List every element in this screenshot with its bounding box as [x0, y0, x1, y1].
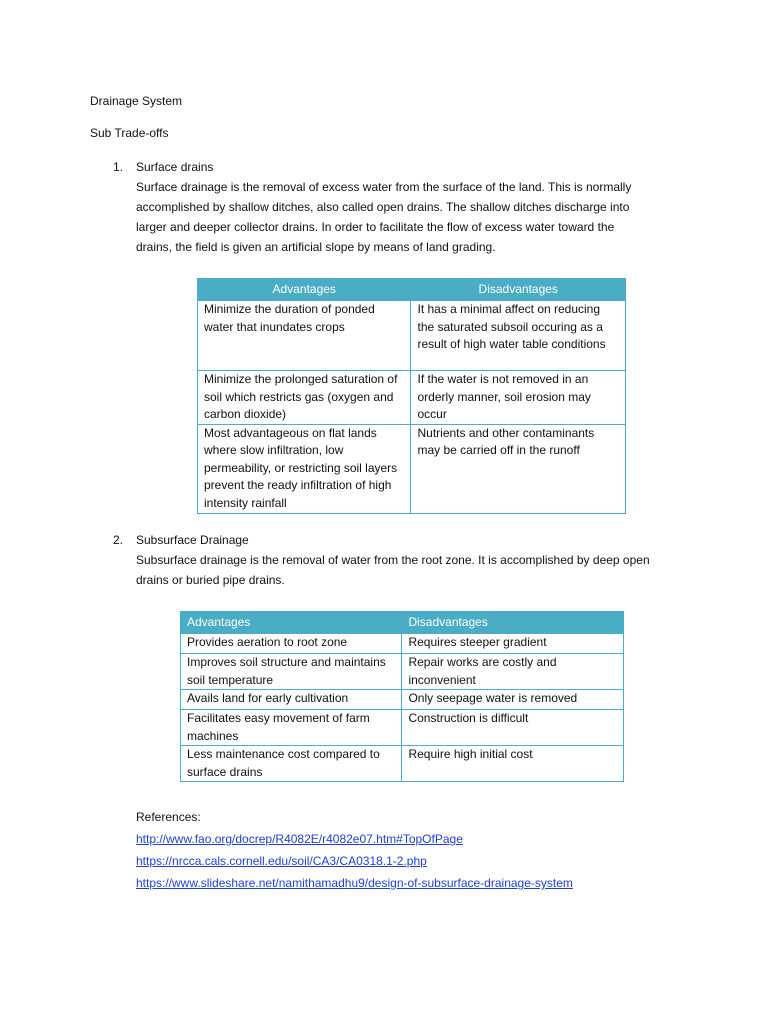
section-heading-text: Surface drains	[136, 160, 214, 174]
table-cell: Improves soil structure and maintains soil temperature	[181, 654, 402, 690]
column-header-disadvantages: Disadvantages	[402, 612, 624, 634]
section-surface-drains	[113, 157, 653, 257]
table-cell: Facilitates easy movement of farm machines	[181, 710, 402, 746]
table-cell: Avails land for early cultivation	[181, 690, 402, 710]
reference-link-cornell[interactable]: https://nrcca.cals.cornell.edu/soil/CA3/CA0318.1-2.php	[136, 854, 427, 868]
table-cell: Requires steeper gradient	[402, 634, 624, 654]
table-cell: Nutrients and other contaminants may be carried off in the runoff	[411, 424, 626, 513]
table-row	[181, 634, 624, 654]
column-header-advantages: Advantages	[198, 279, 411, 301]
table-cell: Less maintenance cost compared to surface drains	[181, 746, 402, 782]
references	[136, 806, 573, 894]
table-row	[181, 654, 624, 690]
table-cell: Minimize the prolonged saturation of soil which restricts gas (oxygen and carbon dioxide)	[198, 371, 411, 425]
table-cell: Require high initial cost	[402, 746, 624, 782]
table-cell: Provides aeration to root zone	[181, 634, 402, 654]
table-row	[181, 710, 624, 746]
table-row	[198, 371, 626, 425]
section-body: Surface drainage is the removal of excess water from the surface of the land. This is normally accomplished by shallow ditches, also called open drains. The shallow ditches discharge into larger and deeper collector drains. In order to facilitate the flow of excess water toward the drains, the field is given an artificial slope by means of land grading.	[136, 180, 632, 254]
section-number: 1.	[113, 160, 124, 174]
references-heading: References:	[136, 810, 201, 824]
reference-link-slideshare[interactable]: https://www.slideshare.net/namithamadhu9/design-of-subsurface-drainage-system	[136, 876, 573, 890]
section-heading	[113, 157, 653, 177]
column-header-disadvantages: Disadvantages	[411, 279, 626, 301]
table-cell: It has a minimal affect on reducing the saturated subsoil occuring as a result of high water table conditions	[411, 301, 626, 371]
subsurface-drainage-table	[180, 611, 624, 782]
reference-link-fao[interactable]: http://www.fao.org/docrep/R4082E/r4082e07.htm#TopOfPage	[136, 832, 463, 846]
table-row	[181, 746, 624, 782]
table-cell: Only seepage water is removed	[402, 690, 624, 710]
table-cell: Most advantageous on flat lands where slow infiltration, low permeability, or restricting soil layers prevent the ready infiltration of high intensity rainfall	[198, 424, 411, 513]
column-header-advantages: Advantages	[181, 612, 402, 634]
section-subsurface-drainage	[113, 530, 653, 590]
document-title: Drainage System	[90, 94, 183, 108]
document-subtitle: Sub Trade-offs	[90, 126, 169, 140]
table-header-row	[181, 612, 624, 634]
table-cell: Minimize the duration of ponded water that inundates crops	[198, 301, 411, 371]
section-body: Subsurface drainage is the removal of water from the root zone. It is accomplished by deep open drains or buried pipe drains.	[136, 553, 650, 587]
table-cell: If the water is not removed in an orderly manner, soil erosion may occur	[411, 371, 626, 425]
section-heading	[113, 530, 653, 550]
section-number: 2.	[113, 533, 124, 547]
table-header-row	[198, 279, 626, 301]
table-row	[198, 424, 626, 513]
table-row	[181, 690, 624, 710]
table-cell: Repair works are costly and inconvenient	[402, 654, 624, 690]
section-heading-text: Subsurface Drainage	[136, 533, 249, 547]
table-row	[198, 301, 626, 371]
table-cell: Construction is difficult	[402, 710, 624, 746]
surface-drains-table	[197, 278, 626, 514]
